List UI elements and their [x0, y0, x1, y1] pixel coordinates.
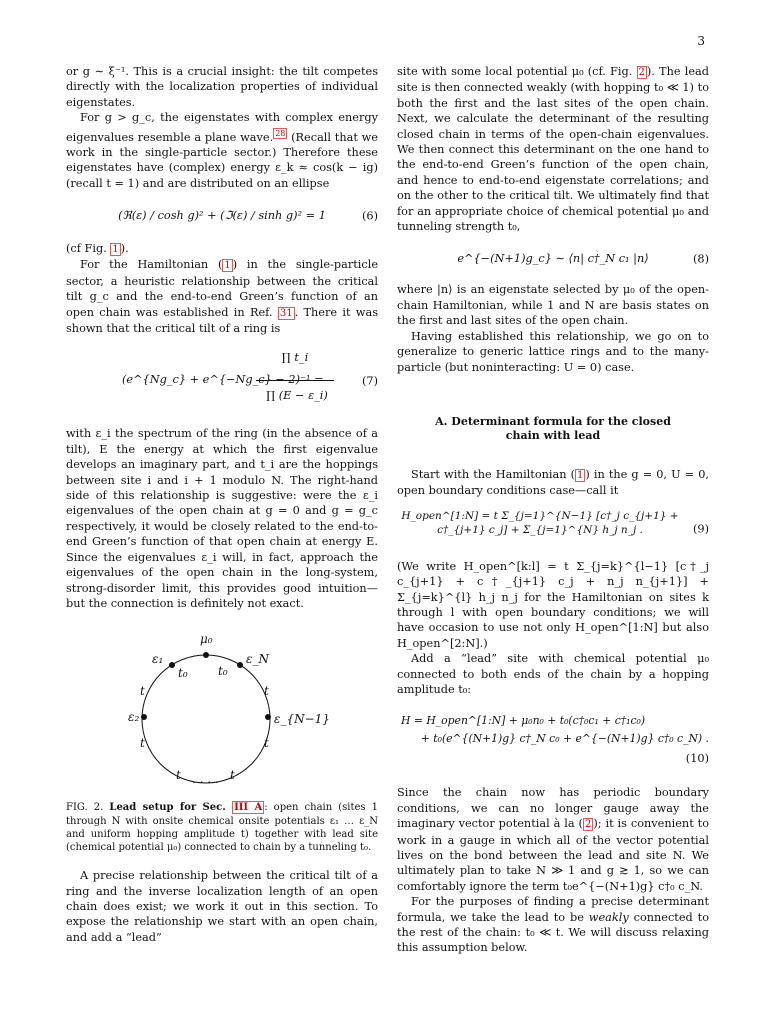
paragraph-text: (cf Fig. — [66, 242, 111, 256]
paragraph-text: ). The lead site is then connected weakly (with hopping t₀ ≪ 1) to both the first and the last sites of the open chain. Next, we calculate the determinant of the resulting closed chain in terms of the open-chain eigenvalues. We then connect this determinant on the one hand to the end-to-end Green’s function of the open chain, and hence to end-to-end eigenstate correlations; and on the other to the critical tilt. We ultimately find that for an appropriate choice of chemical potential μ₀ and tunneling strength t₀, — [397, 65, 709, 234]
paragraph — [66, 241, 378, 257]
caption-label: FIG. 2. — [66, 802, 104, 814]
equation-number: (7) — [361, 374, 378, 388]
paragraph-text: ) in the g = 0, U = 0, open boundary conditions case—call it — [397, 467, 709, 498]
section-ref-link[interactable]: III A — [234, 802, 263, 814]
equation-10 — [397, 709, 709, 769]
paragraph — [66, 257, 378, 336]
paragraph-text: site with some local potential μ₀ (cf. Fig. — [397, 65, 637, 78]
equation-line-2: + t₀(e^{(N+1)g} c†_N c₀ + e^{−(N+1)g} c†₀ c_N) . — [420, 732, 709, 746]
label-t-upper-right: t — [264, 684, 269, 699]
equation-denominator: ∏ (E − ε_i) — [266, 389, 328, 403]
paragraph-text: . There it was shown that the critical tilt of a ring is — [66, 305, 378, 336]
equation-6 — [66, 199, 378, 233]
label-dots: . . . . — [192, 772, 219, 787]
paragraph-text: connected to the rest of the chain: t₀ ≪ t. We will discuss relaxing this assumption below. — [397, 910, 710, 955]
figure-ref-link[interactable]: 2 — [638, 67, 645, 78]
paragraph: (We write H_open^[k:l] = t Σ_{j=k}^{l−1} [c†_j c_{j+1} + c†_{j+1} c_j + n_j n_{j+1}] + Σ_{j=k}^{l} h_j n_j for the Hamiltonian on sites k through l with open boundary conditions; we will have occasion to use not only H_open^[1:N] but also H_open^[2:N].) — [397, 559, 709, 650]
equation-8 — [397, 244, 709, 274]
equation-lhs: (e^{Ng_c} + e^{−Ng_c} − 2)⁻¹ = — [122, 373, 324, 387]
site-N — [237, 662, 243, 668]
ring-circle — [142, 655, 270, 783]
label-t-bottom-right: t — [230, 768, 235, 783]
label-t0-right: t₀ — [218, 664, 228, 679]
equation-number: (8) — [692, 252, 709, 266]
figure-2-diagram — [66, 629, 378, 795]
equation-ref-link[interactable]: 1 — [224, 260, 231, 272]
paragraph: with ε_i the spectrum of the ring (in the absence of a tilt), E the energy at which the first eigenvalue develops an imaginary part, and t_i are the hoppings between site i and i + 1 modulo N. The right-hand side of this relationship is suggestive: were the ε_i eigenvalues of the open chain at g = 0 and g = g_c respectively, it would be closely related to the end-to-end Green’s function of that open chain at energy E. Since the eigenvalues ε_i will, in fact, approach the eigenvalues of the open chain in the long-system, strong-disorder limit, this provides good intuition—but the connection is definitely not exact. — [66, 427, 378, 610]
equation-line-1: H = H_open^[1:N] + μ₀n₀ + t₀(c†₀c₁ + c†₁c₀) — [401, 714, 646, 728]
paragraph-text: Start with the Hamiltonian ( — [411, 467, 576, 481]
paragraph-text: ); it is convenient to work in a gauge in which all of the vector potential lives on the bond between the lead and site N. We ultimately plan to take N ≫ 1 and g ≳ 1, so we can comfortably ignore the term t₀e^{−(N+1)g} c†₀ c_N. — [397, 817, 709, 893]
site-2 — [141, 714, 147, 720]
paragraph: where |n⟩ is an eigenstate selected by μ₀ of the open-chain Hamiltonian, while 1 and N are basis states on the first and last sites of the open chain. — [397, 283, 709, 328]
label-t-bottom-left: t — [176, 768, 181, 783]
equation-number: (9) — [692, 522, 709, 536]
citation-link[interactable]: 28 — [275, 128, 286, 138]
right-column — [397, 64, 709, 956]
paragraph — [397, 894, 709, 956]
figure-caption — [66, 801, 378, 854]
caption-text: : open chain (sites 1 through N with onsite chemical onsite potentials ε₁ … ε_N and uniform hopping amplitude t) together with lead site (chemical potential μ₀) connected to chain by a tunneling t₀. — [66, 802, 378, 853]
section-heading: A. Determinant formula for the closed chain with lead — [435, 414, 671, 442]
paragraph-text: For the purposes of finding a precise determinant formula, we take the lead to be — [397, 895, 709, 924]
equation-ref-link[interactable]: 1 — [577, 469, 584, 481]
paragraph-text: ) in the single-particle sector, a heuristic relationship between the critical tilt g_c and the end-to-end Green’s function of an open chain was established in Ref. — [66, 258, 378, 319]
ring-diagram — [66, 629, 378, 795]
paragraph-text: For g > g_c, the eigenstates with complex energy eigenvalues resemble a plane wave. — [66, 111, 378, 144]
label-t0-left: t₀ — [178, 666, 188, 681]
equation-ref-link[interactable]: 2 — [584, 819, 592, 831]
equation-body: H_open^[1:N] = t Σ_{j=1}^{N−1} [c†_j c_{j+1} + c†_{j+1} c_j] + Σ_{j=1}^{N} h_j n_j . — [401, 509, 679, 536]
label-mu0: μ₀ — [200, 632, 213, 647]
left-column — [66, 64, 378, 945]
page-number: 3 — [697, 34, 705, 48]
equation-7 — [66, 344, 378, 418]
citation-link[interactable]: 31 — [279, 307, 293, 319]
paragraph-text: (Recall that we work in the single-particle sector.) Therefore these eigenstates have (complex) energy ε_k ≈ cos(k − ig) (recall t = 1) and are distributed on an ellipse — [66, 130, 378, 190]
paragraph-text: For the Hamiltonian ( — [80, 258, 223, 272]
paragraph: Having established this relationship, we go on to generalize to generic lattice rings and to the many-particle (but noninteracting: U = 0) case. — [397, 329, 709, 374]
figure-ref-link[interactable]: 1 — [112, 244, 119, 256]
emphasis: weakly — [588, 910, 629, 924]
label-eps2: ε₂ — [128, 710, 140, 725]
equation-number: (6) — [361, 209, 378, 223]
paragraph-text: Since the chain now has periodic boundary conditions, we can no longer gauge away the imaginary vector potential à la ( — [397, 786, 709, 831]
paragraph — [397, 64, 709, 234]
lead-site — [203, 652, 209, 658]
label-epsN-1: ε_{N−1} — [274, 712, 330, 727]
equation-body: e^{−(N+1)g_c} ∼ ⟨n| c†_N c₁ |n⟩ — [457, 252, 649, 266]
equation-body: (ℜ(ε) / cosh g)² + (ℑ(ε) / sinh g)² = 1 — [118, 209, 326, 223]
paragraph-text: ). — [120, 242, 129, 256]
paragraph: Add a “lead” site with chemical potential μ₀ connected to both ends of the chain by a hopping amplitude t₀: — [397, 652, 709, 696]
label-epsN: ε_N — [246, 652, 269, 667]
paragraph — [397, 467, 709, 499]
label-t-upper-left: t — [140, 684, 145, 699]
equation-9 — [397, 509, 709, 549]
equation-numerator: ∏ t_i — [281, 351, 309, 365]
site-N-1 — [265, 714, 271, 720]
paragraph: or g ∼ ξ⁻¹. This is a crucial insight: the tilt competes directly with the localization properties of individual eigenstates. — [66, 65, 378, 109]
label-t-lower-left: t — [140, 736, 145, 751]
caption-title: Lead setup for Sec. — [109, 802, 233, 814]
fraction-bar — [256, 380, 334, 381]
paragraph — [66, 110, 378, 191]
equation-number: (10) — [685, 752, 709, 766]
paragraph — [397, 785, 709, 894]
label-t-lower-right: t — [264, 736, 269, 751]
label-eps1: ε₁ — [152, 652, 164, 667]
site-1 — [169, 662, 175, 668]
paragraph: A precise relationship between the critical tilt of a ring and the inverse localization length of an open chain does exist; we work it out in this section. To expose the relationship we start with an open chain, and add a “lead” — [66, 869, 378, 944]
